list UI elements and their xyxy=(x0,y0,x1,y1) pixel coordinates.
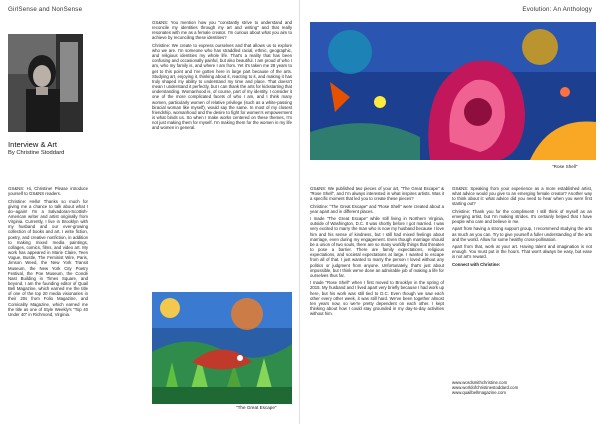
website-link[interactable]: www.wordsmithchristine.com xyxy=(452,380,508,385)
paragraph: Christine: We create to express ourselves and that allows us to explore who we are. I'm someone who has straddled racial, ethnic, geographic, and religious identities my whole life. That's a reality that has been confusing and occasionally painful, but also beautiful. I am proud of who I am, who my family is, and where I am from. Yet it's taken me 28 years to get to this point and I've gotten here in large part because of the arts. Studying art, enjoying it, thinking about it, reacting to it, and making it has truly shaped my ability to understand my time and place. That doesn't mean I understand it perfectly, but I can thank the arts for kickstarting that understanding. Womanhood is, of course, part of my identity. I consider it one of the more complicated facets of who I am, and I think many women, particularly women of relative privilege (such as a white-passing biracial woman like myself), would say the same. In most of my closest friendship, womanhood and the desire to fight for women's empowerment is what binds us. So when I make works centered on these themes, I'm not just making them for myself. I'm making them for the women in my life and women in general. xyxy=(152,42,294,131)
article-title: Interview & Art xyxy=(8,140,57,149)
paragraph: Apart from having a strong support group, I recommend studying the arts as much as you can. Try to give yourself a fuller understanding of the arts and the world. Allow for some healthy cross-pollination. xyxy=(452,226,594,242)
paragraph: Christine: Thank you for the compliment! I still think of myself as an emerging artist, but I'm making strides. It's certainly helped that I have people who care and believe in me. xyxy=(452,208,594,225)
left-column-2 xyxy=(152,20,292,133)
caption-great-escape: "The Great Escape" xyxy=(236,405,277,410)
right-page xyxy=(300,0,600,424)
artwork-great-escape xyxy=(152,292,292,404)
running-header-right: Evolution: An Anthology xyxy=(522,6,592,13)
contact-links xyxy=(452,380,592,396)
author-photo xyxy=(8,34,83,132)
paragraph: Apart from that, work at your art. Having talent and imagination is not enough. You must put in the hours. That won't always be easy, but ease is not art's reward. xyxy=(452,244,594,260)
right-column-2 xyxy=(452,186,592,269)
paragraph: Christine: "The Great Escape" and "Rose Shell" were created about a year apart and in different places. xyxy=(310,203,446,214)
paragraph: GS&NS: Hi, Christine! Please introduce yourself to GS&NS readers. xyxy=(8,186,90,197)
artwork-rose-shell xyxy=(310,22,596,160)
website-link[interactable]: www.quailbellmagazine.com xyxy=(452,390,506,396)
paragraph: GS&NS: You mention how you "constantly strive to understand and reconcile my identities through my art and writing" and that really resonates with me as a female creator. I'm curious about what you aim to achieve by reconciling these identities? xyxy=(152,20,294,41)
caption-rose-shell: "Rose Shell" xyxy=(552,164,578,169)
article-byline: By Christine Stoddard xyxy=(8,150,65,156)
paragraph: I made "The Great Escape" while still living in Northern Virginia, outside of Washington, D.C. It was shortly before I got married. I was very excited to marry the man who is now my husband because I love him and his sense of kindness, but I still had mixed feelings about marriage, even during my engagement. Even though marriage should be a union of two souls, there are so many worldly things that threaten to pose a barrier. There are family expectations, religious expectations, and societal expectations at large. I wanted to escape from all of that. I just wanted to marry the person I loved without any politics or judgment from anyone. Unfortunately, that's just about impossible, but I think we've done an admirable job of making a life for ourselves thus far. xyxy=(310,216,446,278)
left-column-1 xyxy=(8,186,88,319)
website-link[interactable]: www.worldofchristinestoddard.com xyxy=(452,385,519,391)
paragraph: GS&NS: Speaking from your experience as a more established artist, what advice would you give to an emerging female creator? Another way to think about it: what advice did you need to hear when you were first starting out? xyxy=(452,186,594,207)
right-column-1 xyxy=(310,186,444,319)
paragraph: I made "Rose Shell" when I first moved to Brooklyn in the spring of 2015. My husband and I lived apart very briefly because I had work up here, but his work was still tied to D.C. Even though we saw each other every other week, it was still hard. We've been together almost ten years now, so we're pretty dependent on each other. I kept thinking about how I could stay grounded in my day-to-day activities without him. xyxy=(310,280,446,317)
paragraph: Christine: Hello! Thanks so much for giving me a chance to talk about what I do--again! I'm a Salvadoran-Scottish-American writer and artist originally from Virginia. Currently, I live in Brooklyn with my husband and our ever-growing collection of books and art. I write fiction, poetry, and creative nonfiction, in addition to making mixed media paintings, collages, comics, films, and video art. My work has appeared in Marie Claire, Teen Vogue, Bustle, The Feminist Wire, Paris, Jimson Weed, the New York Transit Museum, the New York City Poetry Festival, the Poe Museum, the Condé Nast Building in Times Square, and beyond. I am the founding editor of Quail Bell Magazine, which earned me the title of one of the top 20 media visionaries in their 20s from Folio Magazine, and Comicality Magazine, which earned me the title as one of Style Weekly's "Top 40 Under 40" in Richmond, Virginia. xyxy=(8,198,90,317)
running-header-left: GirlSense and NonSense xyxy=(8,6,83,13)
contact-heading: Connect with Christine: xyxy=(452,261,501,267)
paragraph: GS&NS: We published two pieces of your art, "The Great Escape" & "Rose Shell", and I'm always interested in what inspires artists. Was it a specific moment that led you to create these pieces? xyxy=(310,186,446,202)
